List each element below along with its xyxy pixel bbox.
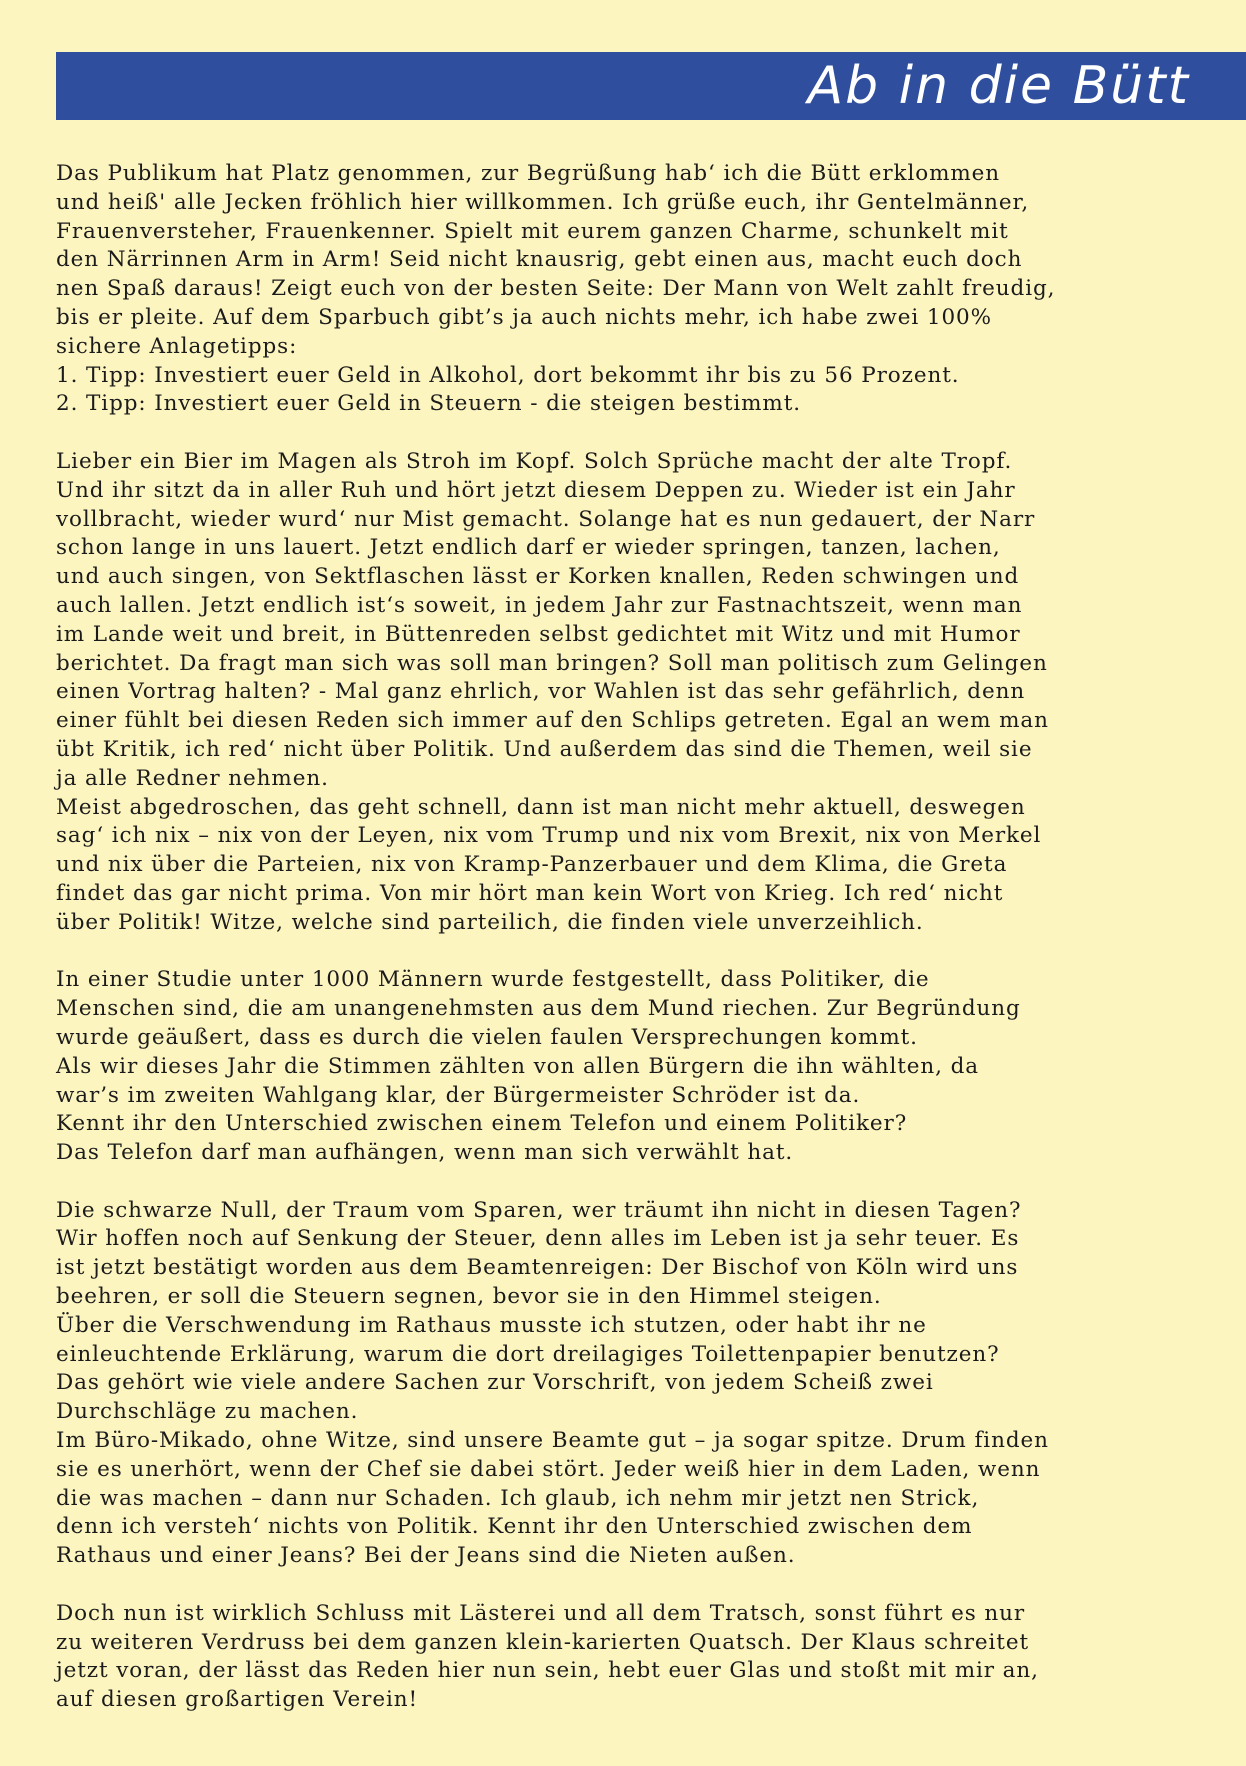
- paragraph: [56, 1600, 1206, 1715]
- text-line: einleuchtende Erklärung, warum die dort dreilagiges Toilettenpapier benutzen?: [56, 1341, 1000, 1367]
- text-line: über Politik! Witze, welche sind parteilich, die finden viele unverzeihlich.: [56, 909, 924, 935]
- text-line: sie es unerhört, wenn der Chef sie dabei stört. Jeder weiß hier in dem Laden, wenn: [56, 1456, 1041, 1482]
- text-line: denn ich versteh‘ nichts von Politik. Kennt ihr den Unterschied zwischen dem: [56, 1514, 973, 1540]
- text-line: einen Vortrag halten? - Mal ganz ehrlich, vor Wahlen ist das sehr gefährlich, denn: [56, 679, 1026, 705]
- text-line: findet das gar nicht prima. Von mir hört man kein Wort von Krieg. Ich red‘ nicht: [56, 880, 1004, 906]
- text-line: zu weiteren Verdruss bei dem ganzen klein-karierten Quatsch. Der Klaus schreitet: [56, 1629, 1029, 1655]
- body-text: [56, 160, 1206, 1744]
- text-line: Doch nun ist wirklich Schluss mit Lästerei und all dem Tratsch, sonst führt es nur: [56, 1600, 1026, 1626]
- text-line: sichere Anlagetipps:: [56, 333, 298, 359]
- text-line: In einer Studie unter 1000 Männern wurde festgestellt, dass Politiker, die: [56, 967, 930, 993]
- text-line: bis er pleite. Auf dem Sparbuch gibt’s ja auch nichts mehr, ich habe zwei 100%: [56, 304, 992, 330]
- text-line: und heiß' alle Jecken fröhlich hier willkommen. Ich grüße euch, ihr Gentelmänner,: [56, 189, 1030, 215]
- text-line: Über die Verschwendung im Rathaus musste ich stutzen, oder habt ihr ne: [56, 1312, 927, 1338]
- text-line: im Lande weit und breit, in Büttenreden selbst gedichtet mit Witz und mit Humor: [56, 621, 1021, 647]
- text-line: berichtet. Da fragt man sich was soll man bringen? Soll man politisch zum Gelingen: [56, 650, 1048, 676]
- text-line: Menschen sind, die am unangenehmsten aus dem Mund riechen. Zur Begründung: [56, 996, 1021, 1022]
- text-line: einer fühlt bei diesen Reden sich immer auf den Schlips getreten. Egal an wem man: [56, 708, 1049, 734]
- text-line: Rathaus und einer Jeans? Bei der Jeans sind die Nieten außen.: [56, 1543, 796, 1569]
- text-line: 1. Tipp: Investiert euer Geld in Alkohol, dort bekommt ihr bis zu 56 Prozent.: [56, 362, 960, 388]
- text-line: ja alle Redner nehmen.: [56, 765, 329, 791]
- paragraph: [56, 966, 1206, 1168]
- text-line: jetzt voran, der lässt das Reden hier nun sein, hebt euer Glas und stoßt mit mir an,: [56, 1658, 1039, 1684]
- text-line: Und ihr sitzt da in aller Ruh und hört jetzt diesem Deppen zu. Wieder ist ein Jahr: [56, 477, 1016, 503]
- paragraph: [56, 160, 1206, 419]
- text-line: Im Büro-Mikado, ohne Witze, sind unsere Beamte gut – ja sogar spitze. Drum finden: [56, 1428, 1049, 1454]
- text-line: 2. Tipp: Investiert euer Geld in Steuern - die steigen bestimmt.: [56, 391, 801, 417]
- text-line: Das Telefon darf man aufhängen, wenn man sich verwählt hat.: [56, 1140, 794, 1166]
- text-line: vollbracht, wieder wurd‘ nur Mist gemacht. Solange hat es nun gedauert, der Narr: [56, 506, 1036, 532]
- text-line: auch lallen. Jetzt endlich ist‘s soweit, in jedem Jahr zur Fastnachtszeit, wenn man: [56, 592, 1023, 618]
- text-line: Das gehört wie viele andere Sachen zur Vorschrift, von jedem Scheiß zwei: [56, 1370, 934, 1396]
- text-line: übt Kritik, ich red‘ nicht über Politik. Und außerdem das sind die Themen, weil sie: [56, 736, 1033, 762]
- text-line: sag‘ ich nix – nix von der Leyen, nix vom Trump und nix vom Brexit, nix von Merkel: [56, 823, 1042, 849]
- text-line: Als wir dieses Jahr die Stimmen zählten von allen Bürgern die ihn wählten, da: [56, 1053, 980, 1079]
- text-line: ist jetzt bestätigt worden aus dem Beamtenreigen: Der Bischof von Köln wird uns: [56, 1255, 1019, 1281]
- text-line: die was machen – dann nur Schaden. Ich glaub, ich nehm mir jetzt nen Strick,: [56, 1485, 980, 1511]
- text-line: nen Spaß daraus! Zeigt euch von der besten Seite: Der Mann von Welt zahlt freudig,: [56, 276, 1056, 302]
- paragraph: [56, 1197, 1206, 1571]
- text-line: und nix über die Parteien, nix von Kramp-Panzerbauer und dem Klima, die Greta: [56, 852, 1008, 878]
- text-line: beehren, er soll die Steuern segnen, bevor sie in den Himmel steigen.: [56, 1284, 882, 1310]
- title-banner: [56, 52, 1246, 120]
- text-line: auf diesen großartigen Verein!: [56, 1687, 419, 1713]
- text-line: Das Publikum hat Platz genommen, zur Begrüßung hab‘ ich die Bütt erklommen: [56, 161, 1001, 186]
- text-line: war’s im zweiten Wahlgang klar, der Bürgermeister Schröder ist da.: [56, 1082, 861, 1108]
- text-line: wurde geäußert, dass es durch die vielen faulen Versprechungen kommt.: [56, 1024, 918, 1050]
- text-line: Kennt ihr den Unterschied zwischen einem Telefon und einem Politiker?: [56, 1111, 908, 1137]
- text-line: Wir hoffen noch auf Senkung der Steuer, denn alles im Leben ist ja sehr teuer. Es: [56, 1226, 1020, 1252]
- text-line: Frauenversteher, Frauenkenner. Spielt mit eurem ganzen Charme, schunkelt mit: [56, 218, 1009, 244]
- text-line: schon lange in uns lauert. Jetzt endlich darf er wieder springen, tanzen, lachen,: [56, 535, 1001, 561]
- text-line: Meist abgedroschen, das geht schnell, dann ist man nicht mehr aktuell, deswegen: [56, 794, 1026, 820]
- text-line: den Närrinnen Arm in Arm! Seid nicht knausrig, gebt einen aus, macht euch doch: [56, 247, 1023, 273]
- page-title: Ab in die Bütt: [807, 56, 1190, 116]
- text-line: und auch singen, von Sektflaschen lässt er Korken knallen, Reden schwingen und: [56, 564, 1020, 590]
- text-line: Die schwarze Null, der Traum vom Sparen, wer träumt ihn nicht in diesen Tagen?: [56, 1197, 1022, 1223]
- text-line: Lieber ein Bier im Magen als Stroh im Kopf. Solch Sprüche macht der alte Tropf.: [56, 448, 1013, 474]
- paragraph: [56, 448, 1206, 938]
- text-line: Durchschläge zu machen.: [56, 1399, 359, 1425]
